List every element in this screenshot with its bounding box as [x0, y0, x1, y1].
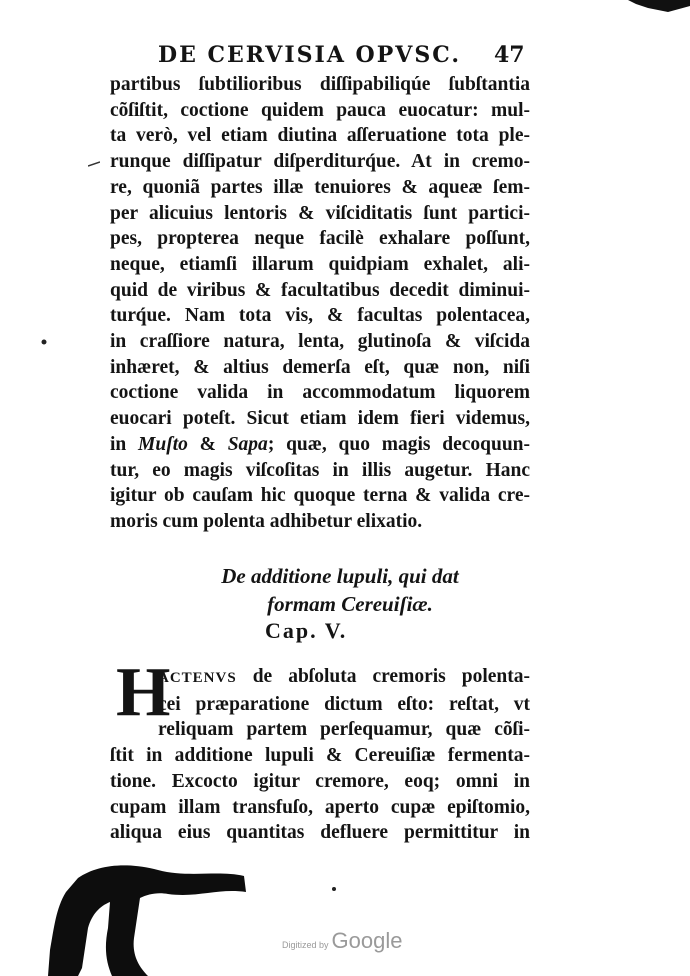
text-line: igitur ob cauſam hic quoque terna & valida cre-	[110, 485, 530, 507]
page-number: 47	[494, 42, 525, 68]
text-fragment: in	[110, 433, 139, 455]
text-line: runque diſſipatur diſperditurq́ue. At in cremo-	[110, 151, 530, 173]
text-line: tur, eo magis viſcoſitas in illis augetur. Hanc	[110, 459, 530, 481]
text-line: reliquam partem perſequamur, quæ cõſi-	[158, 719, 530, 741]
text-fragment: de abſoluta cremoris polenta-	[236, 666, 530, 687]
drop-cap-initial: H	[116, 654, 171, 731]
small-caps-word: ACTENVS	[158, 670, 237, 686]
text-line: tione. Excocto igitur cremore, eoq; omni in	[110, 770, 530, 792]
text-line: aliqua eius quantitas defluere permittitur in	[110, 822, 530, 844]
google-logo-text: Google	[331, 928, 403, 953]
stray-dash-mark	[88, 160, 100, 168]
paragraph-2	[110, 654, 530, 846]
text-line: moris cum polenta adhibetur elixatio.	[110, 510, 423, 532]
italic-word-musto: Muſto	[138, 433, 188, 455]
stray-dot-mark	[330, 885, 338, 893]
text-line: cõſiſtit, coctione quidem pauca euocatur: mul-	[110, 99, 530, 121]
text-line: ſtit in additione lupuli & Cereuiſiæ fermenta-	[110, 745, 530, 767]
running-head: DE CERVISIA OPVSC.	[158, 42, 461, 68]
text-line: neque, etiamſi illarum quidpiam exhalet, ali-	[110, 253, 530, 275]
text-line: coctione valida in accommodatum liquorem	[110, 382, 530, 404]
digitization-watermark	[282, 928, 402, 954]
text-line: per alicuius lentoris & viſciditatis ſunt partici-	[110, 202, 530, 224]
text-line: ta verò, vel etiam diutina aſſeruatione tota ple-	[110, 125, 530, 147]
text-line: partibus ſubtilioribus diſſipabiliqúe ſubſtantia	[110, 74, 530, 95]
text-line: pes, propterea neque facilè exhalare poſſunt,	[110, 228, 530, 250]
text-line	[110, 664, 530, 692]
text-fragment: &	[187, 433, 228, 455]
italic-word-sapa: Sapa	[227, 433, 268, 455]
text-line-with-italics	[110, 432, 530, 458]
text-line: quid de viribus & facultatibus decedit diminui-	[110, 279, 530, 301]
chapter-heading-line-2: formam Cereuiſiæ.	[267, 592, 433, 616]
text-line: cei præparatione dictum eſto: reſtat, vt	[158, 693, 530, 715]
chapter-heading-line-1: De additione lupuli, qui dat	[221, 564, 459, 588]
chapter-label: Cap. V.	[265, 618, 348, 643]
stray-dot-mark	[40, 338, 48, 346]
text-line: turq́ue. Nam tota vis, & facultas polentacea,	[110, 305, 530, 327]
text-line: euocari poteſt. Sicut etiam idem fieri videmus,	[110, 408, 530, 430]
paragraph-1	[110, 72, 530, 535]
ink-corner-mark	[628, 0, 690, 18]
text-line: inhæret, & altius demerſa eſt, quæ non, niſi	[110, 356, 530, 378]
text-line: cupam illam transfuſo, aperto cupæ epiſtomio,	[110, 796, 530, 818]
ink-blot-mark	[48, 858, 248, 976]
text-line: in craſſiore natura, lenta, glutinoſa & viſcida	[110, 331, 530, 353]
text-line: re, quoniã partes illæ tenuiores & aqueæ ſem-	[110, 176, 530, 198]
watermark-prefix: Digitized by	[282, 940, 329, 950]
text-fragment: ; quæ, quo magis decoquun-	[267, 433, 531, 455]
